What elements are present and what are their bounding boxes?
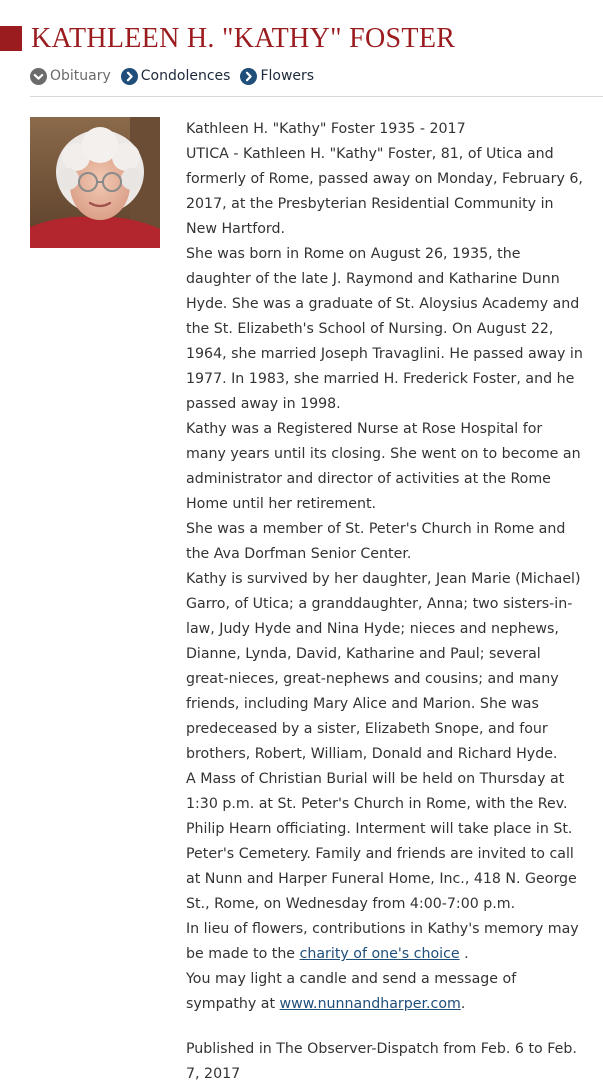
obituary-paragraph (186, 917, 586, 967)
page-header (0, 22, 603, 58)
obituary-paragraph (186, 967, 586, 1017)
obituary-paragraph: UTICA - Kathleen H. "Kathy" Foster, 81, of Utica and formerly of Rome, passed away on Monday, February 6, 2017, at the Presbyterian Residential Community in New Hartford. (186, 146, 583, 237)
portrait-photo (30, 117, 160, 248)
obituary-paragraph: She was a member of St. Peter's Church in Rome and the Ava Dorfman Senior Center. (186, 521, 566, 562)
title-accent-marker (0, 26, 22, 51)
chevron-down-circle-icon (30, 68, 47, 85)
obituary-heading-line: Kathleen H. "Kathy" Foster 1935 - 2017 (186, 121, 466, 137)
page-title: KATHLEEN H. "KATHY" FOSTER (31, 23, 456, 54)
charity-link[interactable]: charity of one's choice (299, 946, 460, 962)
chevron-right-circle-icon (121, 68, 138, 85)
tab-flowers-label: Flowers (260, 68, 315, 84)
sympathy-text: You may light a candle and send a message of sympathy at (186, 971, 517, 1012)
flowers-text-end: . (459, 946, 469, 962)
tab-flowers[interactable] (240, 68, 314, 85)
obituary-paragraph: Kathy is survived by her daughter, Jean Marie (Michael) Garro, of Utica; a granddaughter, Anna; two sisters-in-law, Judy Hyde and Nina Hyde; nieces and nephews, Dianne, Lynda, David, Katharine and Paul; several great-nieces, great-nephews and cousins; and many friends, including Mary Alice and Marion. She was predeceased by a sister, Elizabeth Snope, and four brothers, Robert, William, Donald and Richard Hyde. (186, 571, 581, 762)
funeral-home-link[interactable]: www.nunnandharper.com (279, 996, 461, 1012)
obituary-paragraph: She was born in Rome on August 26, 1935, the daughter of the late J. Raymond and Katharine Dunn Hyde. She was a graduate of St. Aloysius Academy and the St. Elizabeth's School of Nursing. On August 22, 1964, she married Joseph Travaglini. He passed away in 1977. In 1983, she married H. Frederick Foster, and he passed away in 1998. (186, 246, 583, 412)
tab-condolences[interactable] (121, 68, 231, 85)
tab-condolences-label: Condolences (140, 68, 231, 84)
obituary-paragraph: Kathy was a Registered Nurse at Rose Hospital for many years until its closing. She went on to become an administrator and director of activities at the Rome Home until her retirement. (186, 421, 581, 512)
tab-obituary[interactable] (30, 68, 111, 85)
tab-obituary-label: Obituary (50, 68, 111, 84)
obituary-text (186, 117, 586, 1087)
obituary-tabs (30, 65, 314, 87)
header-divider (30, 96, 603, 97)
sympathy-text-end: . (460, 996, 466, 1012)
obituary-paragraph: A Mass of Christian Burial will be held on Thursday at 1:30 p.m. at St. Peter's Church in Rome, with the Rev. Philip Hearn officiating. Interment will take place in St. Peter's Cemetery. Family and friends are invited to call at Nunn and Harper Funeral Home, Inc., 418 N. George St., Rome, on Wednesday from 4:00-7:00 p.m. (186, 771, 577, 912)
chevron-right-circle-icon (240, 68, 257, 85)
published-note: Published in The Observer-Dispatch from Feb. 6 to Feb. 7, 2017 (186, 1041, 577, 1082)
flowers-text: In lieu of flowers, contributions in Kathy's memory may be made to the (186, 921, 579, 962)
